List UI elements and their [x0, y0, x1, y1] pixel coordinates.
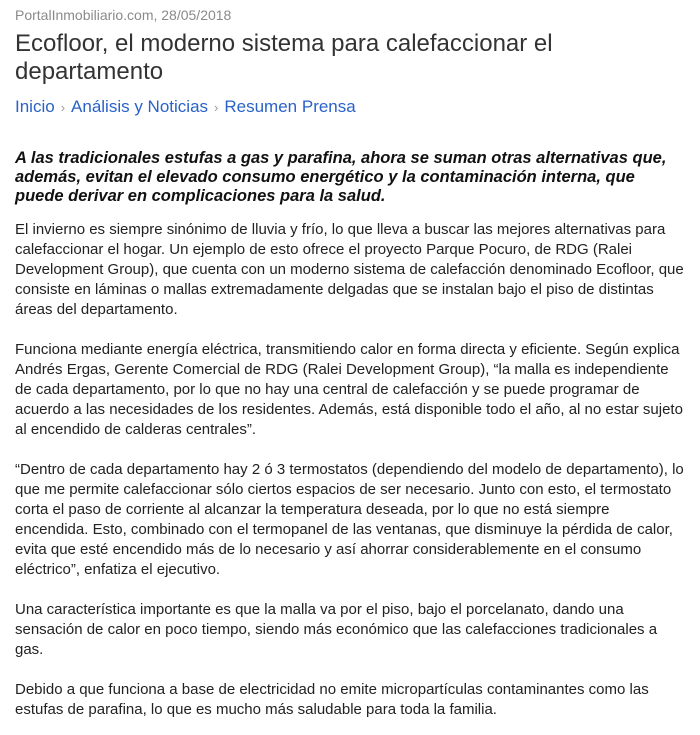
breadcrumb — [15, 96, 685, 119]
paragraph: “Dentro de cada departamento hay 2 ó 3 termostatos (dependiendo del modelo de departamento), lo que me permite calefaccionar sólo ciertos espacios de ser necesario. Junto con esto, el termostato corta el paso de corriente al alcanzar la temperatura deseada, por lo que no está siempre encendida. Esto, combinado con el termopanel de las ventanas, que disminuye la pérdida de calor, evita que esté encendido más de lo necesario y así ahorrar considerablemente en el consumo eléctrico”, enfatiza el ejecutivo. — [15, 461, 684, 578]
paragraph: Una característica importante es que la malla va por el piso, bajo el porcelanato, dando una sensación de calor en poco tiempo, siendo más económico que las calefacciones tradicionales a gas. — [15, 601, 658, 658]
paragraph: El invierno es siempre sinónimo de lluvia y frío, lo que lleva a buscar las mejores alternativas para calefaccionar el hogar. Un ejemplo de esto ofrece el proyecto Parque Pocuro, de RDG (Ralei Development Group), que cuenta con un moderno sistema de calefacción denominado Ecofloor, que consiste en láminas o mallas extremadamente delgadas que se instalan bajo el piso de distintas áreas del departamento. — [15, 221, 684, 318]
article-body — [15, 220, 685, 720]
page-title: Ecofloor, el moderno sistema para calefaccionar el departamento — [15, 30, 553, 85]
paragraph: Funciona mediante energía eléctrica, transmitiendo calor en forma directa y eficiente. Según explica Andrés Ergas, Gerente Comercial de RDG (Ralei Development Group), “la malla es independiente de cada departamento, por lo que no hay una central de calefacción y se puede programar de acuerdo a las necesidades de los residentes. Además, está disponible todo el año, al no estar sujeto al encendido de calderas centrales”. — [15, 341, 683, 438]
breadcrumb-inicio[interactable]: Inicio — [15, 97, 55, 116]
breadcrumb-resumen-prensa[interactable]: Resumen Prensa — [224, 97, 356, 116]
breadcrumb-analisis-noticias[interactable]: Análisis y Noticias — [71, 97, 209, 116]
paragraph: Debido a que funciona a base de electricidad no emite micropartículas contaminantes como las estufas de parafina, lo que es mucho más saludable para toda la familia. — [15, 681, 649, 718]
source-date: PortalInmobiliario.com, 28/05/2018 — [15, 7, 232, 23]
breadcrumb-separator-icon: › — [60, 100, 66, 115]
breadcrumb-separator-icon: › — [214, 100, 219, 115]
article-lead: A las tradicionales estufas a gas y parafina, ahora se suman otras alternativas que, además, evitan el elevado consumo energético y la contaminación interna, que puede derivar en complicaciones para la salud. — [15, 149, 667, 205]
article — [15, 0, 685, 735]
